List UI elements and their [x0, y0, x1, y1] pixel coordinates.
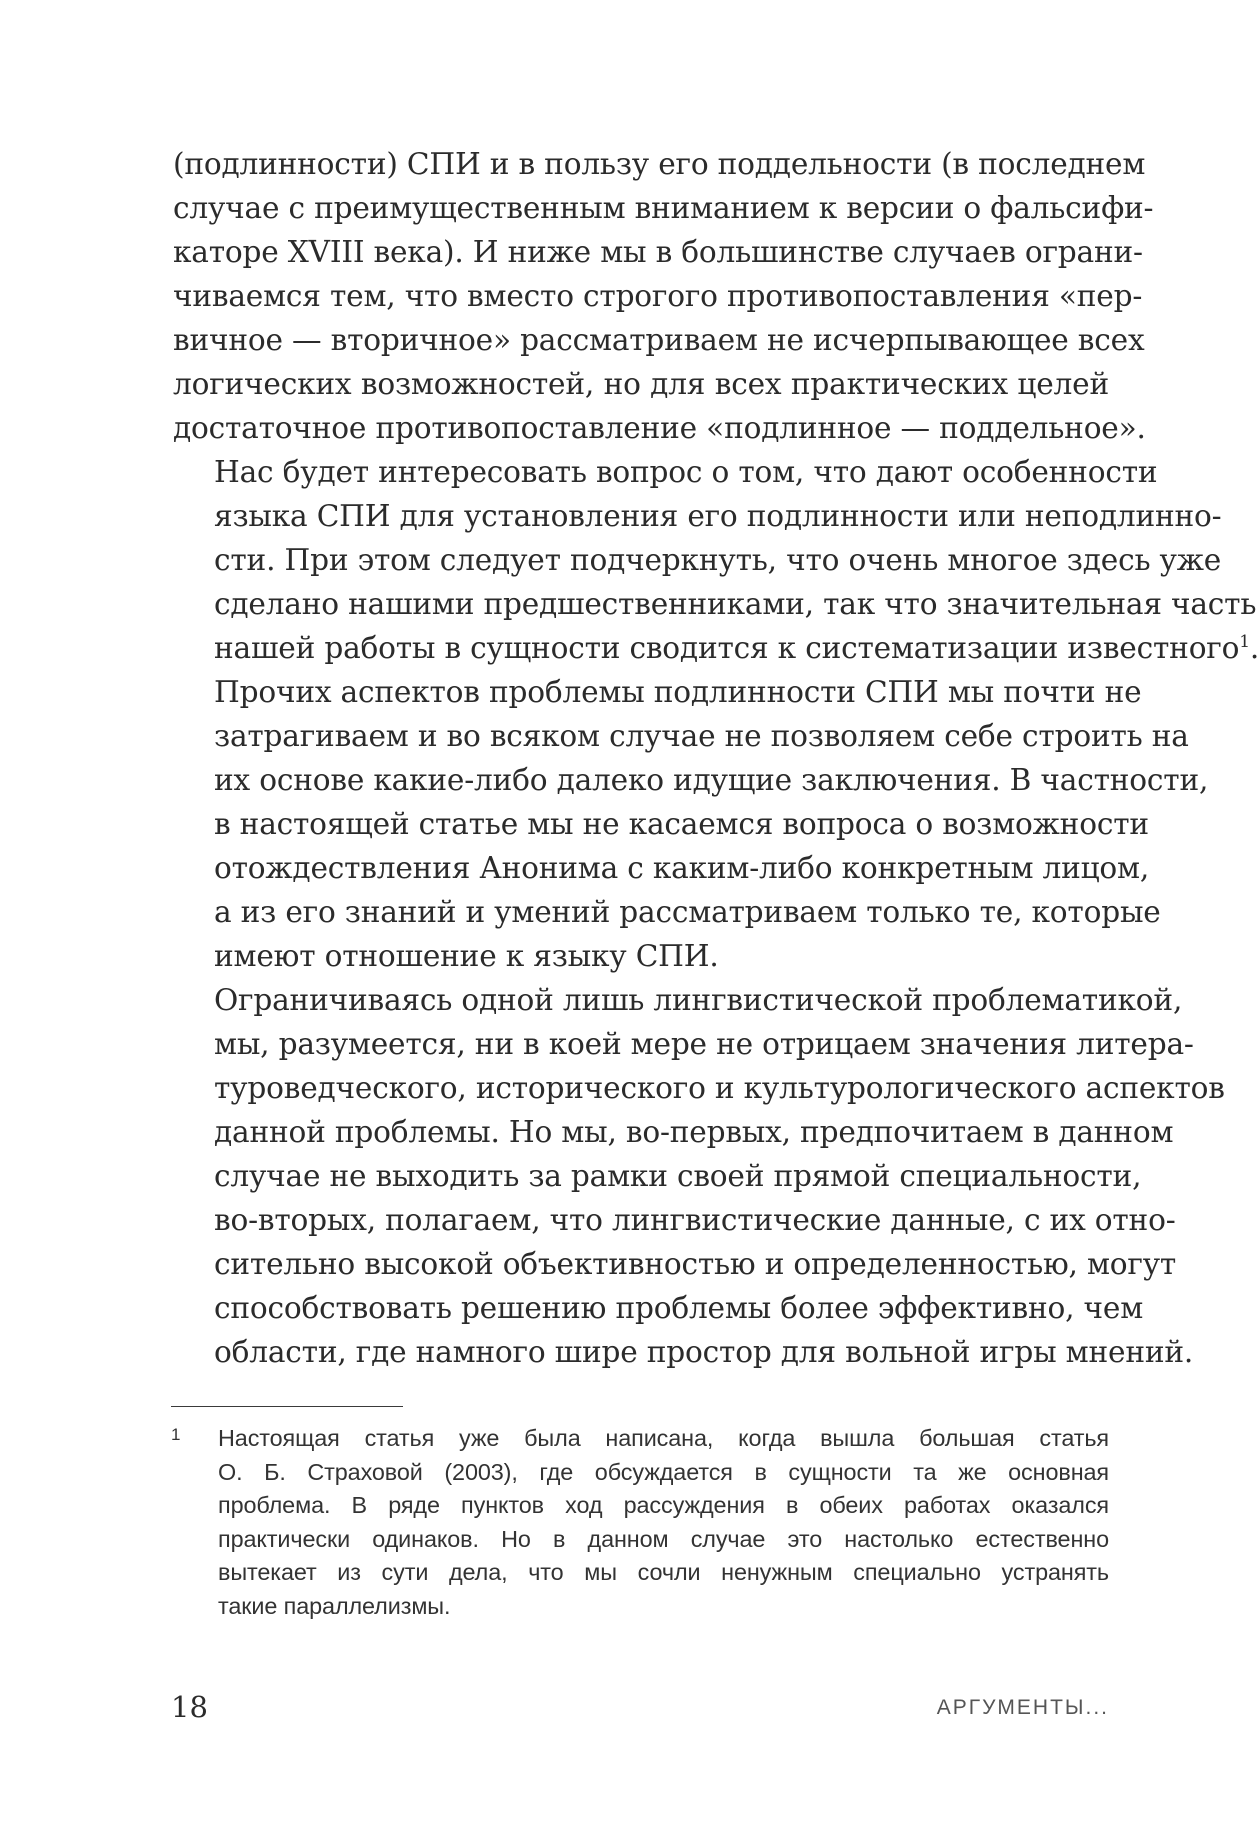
text-line: способствовать решению проблемы более эффективно, чем — [214, 1291, 1144, 1325]
page-number: 18 — [171, 1690, 208, 1724]
text-line: нашей работы в сущности сводится к систематизации известного — [214, 631, 1240, 665]
running-title: АРГУМЕНТЫ... — [936, 1696, 1109, 1719]
paragraph-2 — [173, 450, 1259, 670]
text-line: отождествления Анонима с каким-либо конкретным лицом, — [214, 851, 1150, 885]
text-line: случае с преимущественным вниманием к версии о фальсифи- — [173, 191, 1154, 225]
main-text — [173, 142, 1259, 1374]
text-line: имеют отношение к языку СПИ. — [214, 939, 719, 973]
footnote-reference[interactable]: 1 — [1239, 632, 1250, 653]
footnote-line: Настоящая статья уже была написана, когда вышла большая статья — [218, 1425, 1109, 1451]
text-line: в настоящей статье мы не касаемся вопроса о возможности — [214, 807, 1149, 841]
footnote-line: вытекает из сути дела, что мы сочли ненужным специально устранять — [218, 1559, 1109, 1585]
footnote-divider — [171, 1406, 403, 1407]
text-line: достаточное противопоставление «подлинное — поддельное». — [173, 411, 1146, 445]
text-line-with-footnote — [173, 626, 1259, 670]
text-line: Прочих аспектов проблемы подлинности СПИ мы почти не — [214, 675, 1142, 709]
text-line: случае не выходить за рамки своей прямой специальности, — [214, 1159, 1142, 1193]
footnote-line: такие параллелизмы. — [218, 1592, 451, 1619]
text-line: сти. При этом следует подчеркнуть, что очень многое здесь уже — [214, 543, 1222, 577]
text-line: туроведческого, исторического и культурологического аспектов — [214, 1071, 1225, 1105]
footnote-line: практически одинаков. Но в данном случае это настолько естественно — [218, 1525, 1109, 1552]
paragraph-4 — [173, 978, 1225, 1374]
paragraph-1 — [173, 142, 1154, 450]
text-line: сделано нашими предшественниками, так что значительная часть — [214, 587, 1257, 621]
footnote — [171, 1422, 1109, 1623]
footnote-line: проблема. В ряде пунктов ход рассуждения в обеих работах оказался — [218, 1492, 1109, 1518]
text-line: Ограничиваясь одной лишь лингвистической проблематикой, — [214, 983, 1183, 1017]
text-line: чиваемся тем, что вместо строгого противопоставления «пер- — [173, 279, 1143, 313]
text-line: языка СПИ для установления его подлинности или неподлинно- — [214, 499, 1222, 533]
text-line: Нас будет интересовать вопрос о том, что дают особенности — [214, 455, 1158, 489]
text-line: каторе XVIII века). И ниже мы в большинстве случаев ограни- — [173, 235, 1143, 269]
footnote-line: О. Б. Страховой (2003), где обсуждается в сущности та же основная — [218, 1458, 1109, 1485]
footnote-text — [218, 1422, 1109, 1623]
text-line: а из его знаний и умений рассматриваем только те, которые — [214, 895, 1161, 929]
sentence-end: . — [1249, 631, 1259, 665]
page-footer — [171, 1690, 1109, 1730]
text-line: затрагиваем и во всяком случае не позволяем себе строить на — [214, 719, 1189, 753]
text-line: вичное — вторичное» рассматриваем не исчерпывающее всех — [173, 323, 1145, 357]
text-line: во-вторых, полагаем, что лингвистические данные, с их отно- — [214, 1203, 1176, 1237]
paragraph-3 — [173, 670, 1209, 978]
footnote-mark: 1 — [171, 1425, 181, 1444]
text-line: (подлинности) СПИ и в пользу его поддельности (в последнем — [173, 147, 1146, 181]
text-line: сительно высокой объективностью и определенностью, могут — [214, 1247, 1177, 1281]
text-line: логических возможностей, но для всех практических целей — [173, 367, 1109, 401]
text-line: мы, разумеется, ни в коей мере не отрицаем значения литера- — [214, 1027, 1194, 1061]
text-line: области, где намного шире простор для вольной игры мнений. — [214, 1335, 1194, 1369]
text-line: их основе какие-либо далеко идущие заключения. В частности, — [214, 763, 1209, 797]
text-line: данной проблемы. Но мы, во-первых, предпочитаем в данном — [214, 1115, 1174, 1149]
